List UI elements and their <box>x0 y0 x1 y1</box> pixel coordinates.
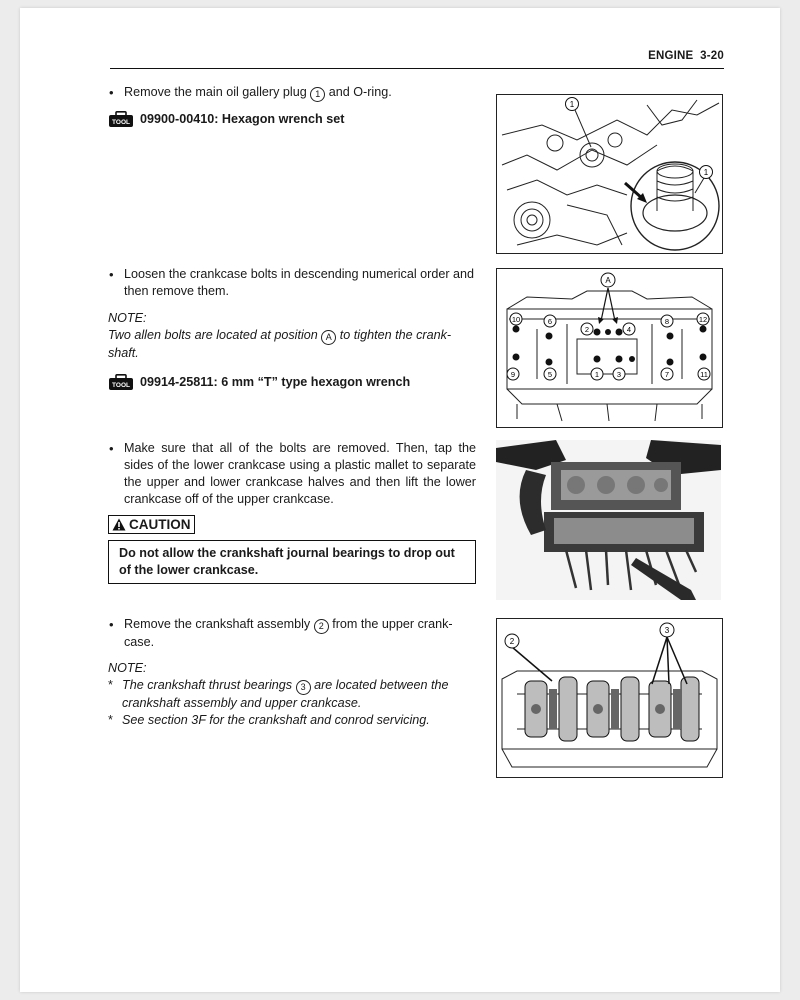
callout-2: 2 <box>314 619 329 634</box>
note-title-1: NOTE: <box>108 311 147 325</box>
svg-text:3: 3 <box>616 370 622 379</box>
header-title: ENGINE 3-20 <box>648 50 724 62</box>
svg-text:1: 1 <box>569 100 575 109</box>
svg-text:3: 3 <box>664 626 670 635</box>
crankcase-photo <box>496 440 721 600</box>
svg-text:10: 10 <box>511 315 521 324</box>
step-2 <box>108 266 476 391</box>
step-3 <box>108 440 476 584</box>
photo-separating-crankcase <box>496 440 721 600</box>
step-1 <box>108 84 476 128</box>
svg-text:2: 2 <box>509 637 515 646</box>
tool-line-2 <box>108 374 476 391</box>
svg-text:1: 1 <box>703 168 709 177</box>
toolbox-icon <box>108 111 134 128</box>
warning-triangle-icon <box>112 518 126 531</box>
svg-text:7: 7 <box>664 370 670 379</box>
note-item-2: * See section 3F for the crankshaft and conrod servicing. <box>108 712 476 729</box>
page-header <box>110 50 724 69</box>
svg-text:11: 11 <box>700 370 708 379</box>
callout-A: A <box>321 330 336 345</box>
figure-crankcase-bolts <box>496 268 723 428</box>
callout-3: 3 <box>296 680 311 695</box>
svg-text:TOOL: TOOL <box>112 382 130 389</box>
manual-page <box>20 8 780 992</box>
svg-text:6: 6 <box>547 317 553 326</box>
step-3-text: • Make sure that all of the bolts are removed. Then, tap the sides of the lower crankcase using a plastic mallet to separate the upper and lower crankcase halves and then lift the lower crankcase off of the upper crankcase. <box>108 440 476 508</box>
figure-oil-gallery-plug <box>496 94 723 254</box>
crankshaft-drawing <box>497 619 722 777</box>
svg-text:2: 2 <box>584 325 590 334</box>
caution-text: Do not allow the crankshaft journal bearings to drop out of the lower crankcase. <box>108 540 476 584</box>
svg-text:TOOL: TOOL <box>112 119 130 126</box>
tool-line-1 <box>108 111 476 128</box>
note-text-1: Two allen bolts are located at position A to tighten the crank-shaft. <box>108 328 452 360</box>
step-4 <box>108 616 476 729</box>
engine-drawing-1 <box>497 95 722 253</box>
caution-block <box>108 515 476 584</box>
svg-text:5: 5 <box>547 370 553 379</box>
figure-crankshaft-assembly <box>496 618 723 778</box>
note-item-1: * The crankshaft thrust bearings 3 are located between the crankshaft assembly and upper crankcase. <box>108 677 476 712</box>
svg-text:9: 9 <box>510 370 516 379</box>
svg-text:4: 4 <box>626 325 632 334</box>
toolbox-icon <box>108 374 134 391</box>
tool-number-1: 09900-00410: Hexagon wrench set <box>140 112 345 126</box>
tool-number-2: 09914-25811: 6 mm “T” type hexagon wrench <box>140 375 411 389</box>
step-2-text: • Loosen the crankcase bolts in descending numerical order and then remove them. <box>108 266 476 300</box>
step-1-text: • Remove the main oil gallery plug 1 and O-ring. <box>108 84 476 102</box>
svg-text:12: 12 <box>698 315 708 324</box>
caution-header: CAUTION <box>108 515 195 534</box>
svg-text:8: 8 <box>664 317 670 326</box>
svg-text:1: 1 <box>594 370 600 379</box>
note-title-2: NOTE: <box>108 661 147 675</box>
callout-1: 1 <box>310 87 325 102</box>
crankcase-bolt-diagram <box>497 269 722 427</box>
svg-text:A: A <box>605 276 611 285</box>
step-4-text: • Remove the crankshaft assembly 2 from the upper crank-case. <box>108 616 476 651</box>
